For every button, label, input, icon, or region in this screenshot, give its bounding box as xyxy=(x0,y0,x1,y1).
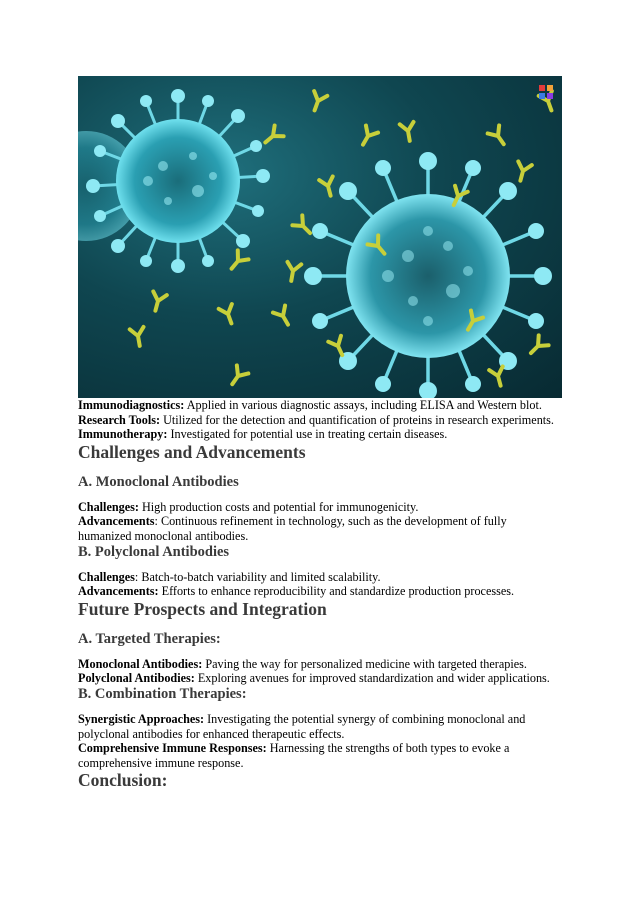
label: Synergistic Approaches: xyxy=(78,711,205,726)
label: Challenges xyxy=(78,569,135,584)
combination-comprehensive xyxy=(78,741,562,770)
text: Efforts to enhance reproducibility and standardize production processes. xyxy=(158,584,515,599)
label: Advancements xyxy=(78,514,155,529)
text: Investigated for potential use in treating certain diseases. xyxy=(167,427,448,442)
text: : Batch-to-batch variability and limited scalability. xyxy=(134,569,381,584)
subheading-targeted: A. Targeted Therapies: xyxy=(78,630,221,647)
combination-synergistic xyxy=(78,712,562,741)
targeted-polyclonal xyxy=(78,671,562,686)
text: High production costs and potential for immunogenicity. xyxy=(138,499,419,514)
application-research-tools xyxy=(78,413,562,428)
label: Immunodiagnostics: xyxy=(78,398,185,412)
label: Monoclonal Antibodies: xyxy=(78,656,203,671)
subheading-monoclonal: A. Monoclonal Antibodies xyxy=(78,473,239,490)
virus-antibody-illustration xyxy=(78,76,562,398)
poly-advancements xyxy=(78,584,562,599)
virus-illustration-svg xyxy=(78,76,562,398)
label: Comprehensive Immune Responses: xyxy=(78,741,267,756)
text: : Continuous refinement in technology, such as the development of fully humanized monoclonal antibodies. xyxy=(78,514,507,543)
document-page xyxy=(78,76,562,790)
text: Applied in various diagnostic assays, including ELISA and Western blot. xyxy=(184,398,542,412)
text: Harnessing the strengths of both types to evoke a comprehensive immune response. xyxy=(78,741,510,770)
virus-particle-right xyxy=(304,152,552,398)
label: Advancements: xyxy=(78,584,159,599)
label: Immunotherapy: xyxy=(78,427,168,442)
text: Exploring avenues for improved standardization and wider applications. xyxy=(194,671,550,686)
mono-advancements xyxy=(78,514,562,543)
section-heading-challenges: Challenges and Advancements xyxy=(78,441,306,462)
subheading-polyclonal: B. Polyclonal Antibodies xyxy=(78,543,230,560)
label: Research Tools: xyxy=(78,412,161,427)
targeted-monoclonal xyxy=(78,657,562,672)
section-heading-conclusion: Conclusion: xyxy=(78,770,168,791)
logo-icon xyxy=(538,84,554,100)
application-immunotherapy xyxy=(78,427,562,442)
text: Paving the way for personalized medicine with targeted therapies. xyxy=(202,656,527,671)
section-heading-future: Future Prospects and Integration xyxy=(78,598,327,619)
poly-challenges xyxy=(78,570,562,585)
subheading-combination: B. Combination Therapies: xyxy=(78,685,247,702)
text: Utilized for the detection and quantification of proteins in research experiments. xyxy=(160,412,554,427)
application-immunodiagnostics xyxy=(78,398,562,413)
mono-challenges xyxy=(78,500,562,515)
label: Challenges: xyxy=(78,499,139,514)
label: Polyclonal Antibodies: xyxy=(78,671,195,686)
text: Investigating the potential synergy of combining monoclonal and polyclonal antibodies for enhanced therapeutic effects. xyxy=(78,711,526,741)
